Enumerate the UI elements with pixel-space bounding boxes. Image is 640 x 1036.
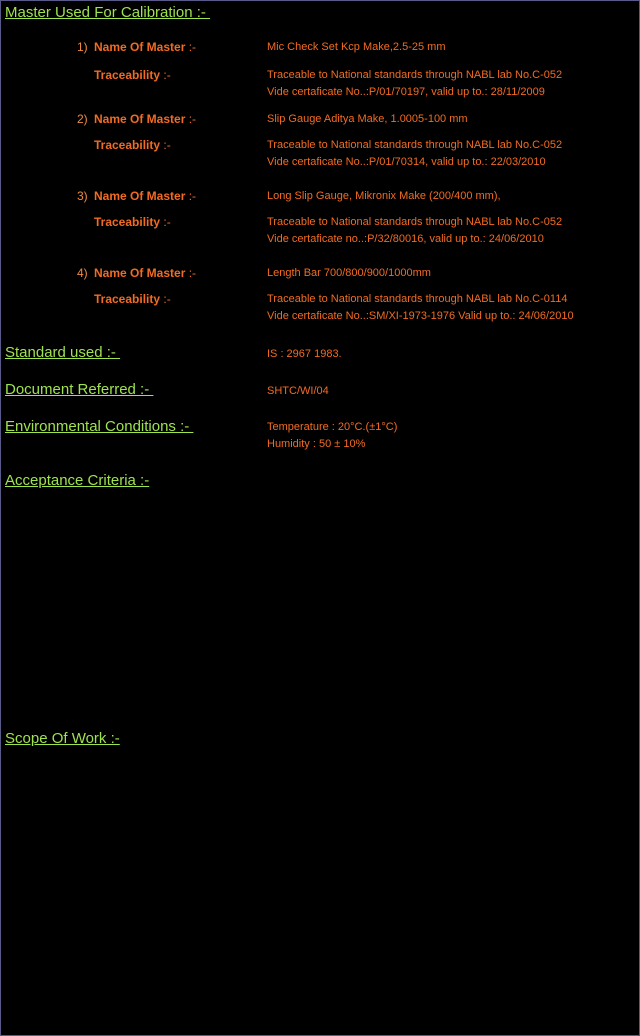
traceability-label [94, 138, 171, 152]
traceability-value [267, 291, 574, 325]
acceptance-heading: Acceptance Criteria :- [5, 472, 150, 489]
standard-heading: Standard used :- [5, 344, 121, 361]
traceability-value [267, 214, 562, 248]
traceability-label [94, 292, 171, 306]
master-number: 3) [77, 189, 88, 203]
master-name-label [94, 189, 196, 203]
traceability-value [267, 67, 562, 101]
traceability-line-2: Vide certaficate No..:P/01/70197, valid up to.: 28/11/2009 [267, 86, 545, 98]
traceability-line-1: Traceable to National standards through NABL lab No.C-052 [267, 216, 563, 228]
label-separator: :- [185, 112, 197, 126]
document-heading: Document Referred :- [5, 381, 154, 398]
master-number: 1) [77, 40, 88, 54]
master-name-label-text: Name Of Master [94, 189, 186, 203]
master-name-label-text: Name Of Master [94, 266, 186, 280]
traceability-line-2: Vide certaficate No..:P/01/70314, valid up to.: 22/03/2010 [267, 156, 546, 168]
traceability-label-text: Traceability [94, 215, 161, 229]
master-name-label-text: Name Of Master [94, 40, 186, 54]
traceability-label-text: Traceability [94, 138, 161, 152]
scope-heading: Scope Of Work :- [5, 730, 120, 747]
environment-temperature: Temperature : 20°C.(±1°C) [267, 421, 398, 433]
label-separator: :- [160, 215, 171, 229]
traceability-label [94, 68, 171, 82]
master-name-value: Mic Check Set Kcp Make,2.5-25 mm [267, 41, 446, 53]
label-separator: :- [160, 68, 171, 82]
environment-heading: Environmental Conditions :- [5, 418, 194, 435]
traceability-label-text: Traceability [94, 68, 161, 82]
master-name-value: Length Bar 700/800/900/1000mm [267, 267, 431, 279]
master-name-label [94, 40, 196, 54]
environment-humidity: Humidity : 50 ± 10% [267, 438, 366, 450]
master-name-value: Slip Gauge Aditya Make, 1.0005-100 mm [267, 113, 468, 125]
master-name-value: Long Slip Gauge, Mikronix Make (200/400 mm), [267, 190, 501, 202]
label-separator: :- [185, 266, 197, 280]
document-value: SHTC/WI/04 [267, 385, 329, 397]
traceability-line-1: Traceable to National standards through NABL lab No.C-0114 [267, 293, 568, 305]
master-name-label [94, 112, 196, 126]
traceability-line-2: Vide certaficate no..:P/32/80016, valid up to.: 24/06/2010 [267, 233, 544, 245]
traceability-line-2: Vide certaficate No..:SM/XI-1973-1976 Valid up to.: 24/06/2010 [267, 310, 574, 322]
traceability-value [267, 137, 562, 171]
label-separator: :- [185, 40, 197, 54]
standard-value: IS : 2967 1983. [267, 348, 342, 360]
master-number: 4) [77, 266, 88, 280]
environment-value [267, 419, 397, 453]
master-name-label [94, 266, 196, 280]
label-separator: :- [160, 138, 171, 152]
label-separator: :- [160, 292, 171, 306]
master-name-label-text: Name Of Master [94, 112, 186, 126]
master-heading: Master Used For Calibration :- [5, 4, 211, 21]
master-number: 2) [77, 112, 88, 126]
traceability-line-1: Traceable to National standards through NABL lab No.C-052 [267, 69, 563, 81]
traceability-label-text: Traceability [94, 292, 161, 306]
label-separator: :- [185, 189, 197, 203]
traceability-label [94, 215, 171, 229]
traceability-line-1: Traceable to National standards through NABL lab No.C-052 [267, 139, 563, 151]
